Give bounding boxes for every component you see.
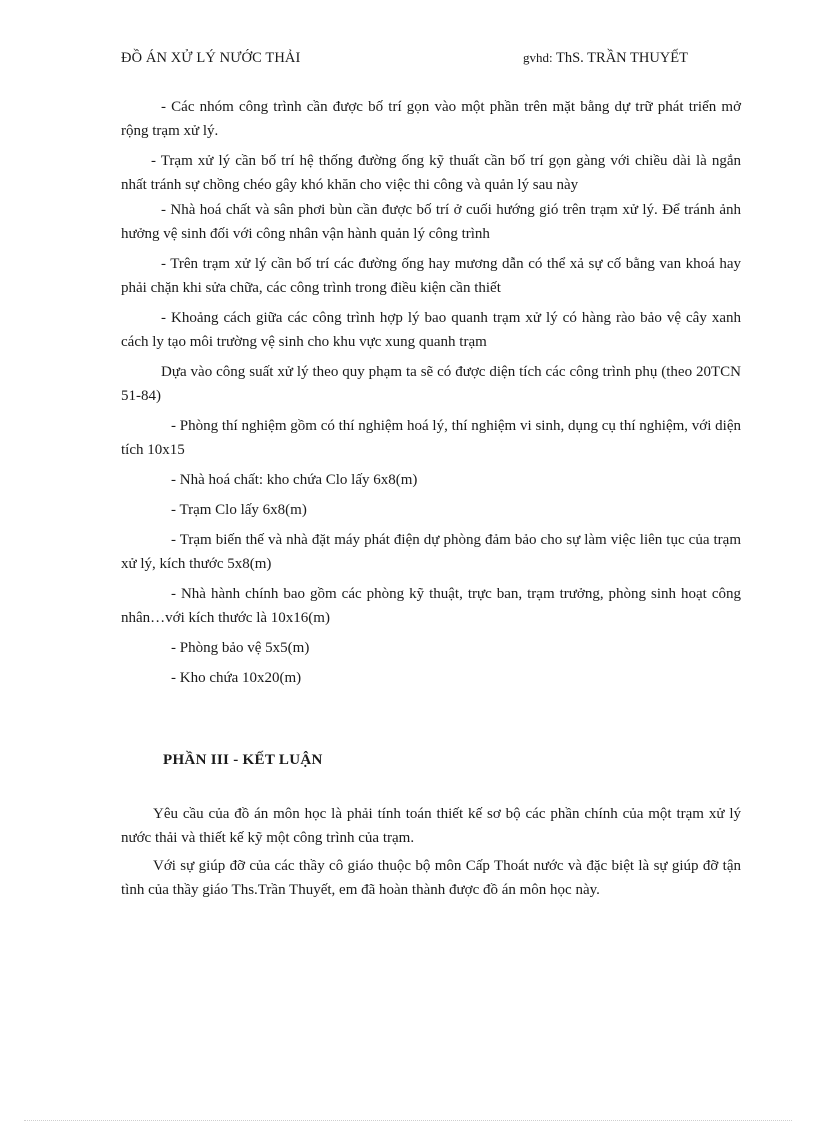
list-item-chlorine-station: - Trạm Clo lấy 6x8(m) bbox=[171, 502, 307, 518]
paragraph-layout-grouping: - Các nhóm công trình cần được bố trí gọn vào một phần trên mặt bằng dự trữ phát triển mở rộng trạm xử lý. bbox=[121, 99, 741, 139]
paragraph-auxiliary-area: Dựa vào công suất xử lý theo quy phạm ta sẽ có được diện tích các công trình phụ (theo 20TCN 51-84) bbox=[121, 364, 741, 404]
conclusion-paragraph: Yêu cầu của đồ án môn học là phải tính toán thiết kế sơ bộ các phần chính của một trạm xử lý nước thải và thiết kế kỹ một công trình của trạm. bbox=[121, 806, 741, 846]
list-item-transformer: - Trạm biến thế và nhà đặt máy phát điện dự phòng đảm bảo cho sự làm việc liên tục của trạm xử lý, kích thước 5x8(m) bbox=[121, 532, 741, 572]
paragraph-spacing-fence: - Khoảng cách giữa các công trình hợp lý bao quanh trạm xử lý có hàng rào bảo vệ cây xanh cách ly tạo môi trường vệ sinh cho khu vực xung quanh trạm bbox=[121, 310, 741, 350]
paragraph-pipe-system: - Trạm xử lý cần bố trí hệ thống đường ống kỹ thuất cần bố trí gọn gàng với chiều dài là ngắn nhất tránh sự chồng chéo gây khó khăn cho việc thi công và quản lý sau này bbox=[121, 153, 741, 193]
instructor-line bbox=[523, 50, 688, 67]
list-item-admin-building: - Nhà hành chính bao gồm các phòng kỹ thuật, trực ban, trạm trưởng, phòng sinh hoạt công nhân…với kích thước là 10x16(m) bbox=[121, 586, 741, 626]
list-item-guard-room: - Phòng bảo vệ 5x5(m) bbox=[171, 640, 310, 656]
list-item-warehouse: - Kho chứa 10x20(m) bbox=[171, 670, 302, 686]
page-bottom-rule bbox=[24, 1120, 792, 1121]
list-item-laboratory: - Phòng thí nghiệm gồm có thí nghiệm hoá lý, thí nghiệm vi sinh, dụng cụ thí nghiệm, với diện tích 10x15 bbox=[121, 418, 741, 458]
instructor-name: ThS. TRẦN THUYẾT bbox=[556, 50, 688, 66]
section-title-conclusion: PHẦN III - KẾT LUẬN bbox=[163, 752, 323, 768]
document-body bbox=[121, 95, 741, 908]
conclusion-block bbox=[121, 802, 741, 902]
paragraph-chemical-house: - Nhà hoá chất và sân phơi bùn cần được bố trí ở cuối hướng gió trên trạm xử lý. Để tránh ảnh hưởng vệ sinh đối với công nhân vận hành quản lý công trình bbox=[121, 202, 741, 242]
list-item-chemical-store: - Nhà hoá chất: kho chứa Clo lấy 6x8(m) bbox=[171, 472, 418, 488]
gvhd-label: gvhd: bbox=[523, 50, 553, 65]
conclusion-paragraph: Với sự giúp đỡ của các thầy cô giáo thuộc bộ môn Cấp Thoát nước và đặc biệt là sự giúp đỡ tận tình của thầy giáo Ths.Trần Thuyết, em đã hoàn thành được đồ án môn học này. bbox=[121, 858, 741, 898]
paragraph-emergency-drain: - Trên trạm xử lý cần bố trí các đường ống hay mương dẫn có thể xả sự cố bằng van khoá hay phải chặn khi sửa chữa, các công trình trong điều kiện cần thiết bbox=[121, 256, 741, 296]
document-header-title: ĐỒ ÁN XỬ LÝ NƯỚC THẢI bbox=[121, 50, 301, 66]
